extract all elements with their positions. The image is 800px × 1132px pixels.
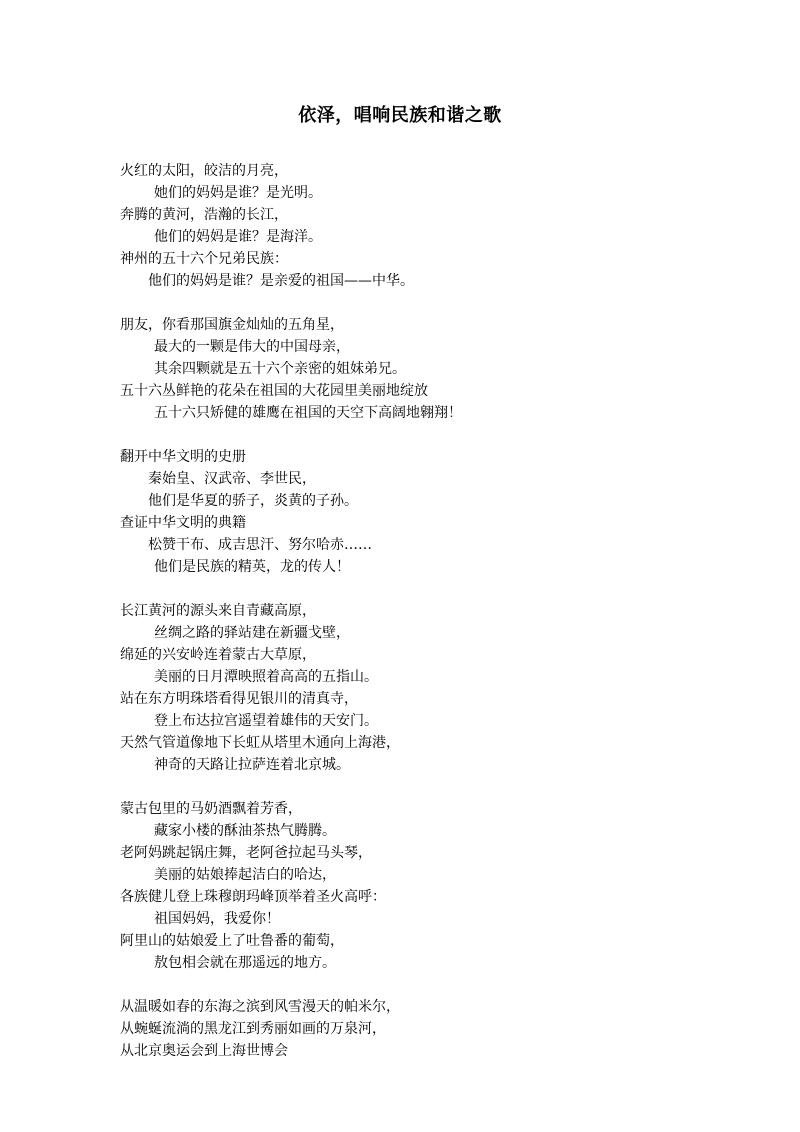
poem-line: 美丽的姑娘捧起洁白的哈达， bbox=[154, 867, 336, 883]
poem-line: 长江黄河的源头来自青藏高原， bbox=[120, 603, 316, 619]
poem-line: 翻开中华文明的史册 bbox=[120, 449, 246, 465]
poem-line: 蒙古包里的马奶酒飘着芳香， bbox=[120, 801, 302, 817]
poem-line: 丝绸之路的驿站建在新疆戈壁， bbox=[154, 625, 350, 641]
stanza-4 bbox=[120, 600, 720, 776]
poem-line: 五十六丛鲜艳的花朵在祖国的大花园里美丽地绽放 bbox=[120, 383, 428, 399]
poem-line: 美丽的日月潭映照着高高的五指山。 bbox=[154, 669, 378, 685]
poem-line: 老阿妈跳起锅庄舞，老阿爸拉起马头琴， bbox=[120, 845, 372, 861]
stanza-2 bbox=[120, 314, 720, 424]
poem-line: 敖包相会就在那遥远的地方。 bbox=[154, 955, 336, 971]
poem-line: 各族健儿登上珠穆朗玛峰顶举着圣火高呼： bbox=[120, 889, 386, 905]
page-title: 依泽，唱响民族和谐之歌 bbox=[298, 105, 502, 126]
poem-body bbox=[120, 160, 720, 1084]
poem-line: 登上布达拉宫遥望着雄伟的天安门。 bbox=[154, 713, 378, 729]
poem-line: 神州的五十六个兄弟民族： bbox=[120, 251, 288, 267]
poem-line: 朋友，你看那国旗金灿灿的五角星， bbox=[120, 317, 344, 333]
poem-line: 秦始皇、汉武帝、李世民， bbox=[148, 471, 316, 487]
poem-line: 祖国妈妈，我爱你！ bbox=[154, 911, 280, 927]
poem-line: 他们的妈妈是谁？是亲爱的祖国——中华。 bbox=[148, 273, 414, 289]
poem-line: 绵延的兴安岭连着蒙古大草原， bbox=[120, 647, 316, 663]
poem-line: 他们的妈妈是谁？是海洋。 bbox=[154, 229, 322, 245]
poem-line: 其余四颗就是五十六个亲密的姐妹弟兄。 bbox=[154, 361, 406, 377]
poem-line: 站在东方明珠塔看得见银川的清真寺， bbox=[120, 691, 358, 707]
stanza-1 bbox=[120, 160, 720, 292]
poem-line: 他们是民族的精英，龙的传人！ bbox=[154, 559, 350, 575]
poem-line: 从温暖如春的东海之滨到风雪漫天的帕米尔， bbox=[120, 999, 400, 1015]
poem-line: 奔腾的黄河，浩瀚的长江， bbox=[120, 207, 288, 223]
poem-line: 最大的一颗是伟大的中国母亲， bbox=[154, 339, 350, 355]
poem-line: 从蜿蜒流淌的黑龙江到秀丽如画的万泉河， bbox=[120, 1021, 386, 1037]
poem-line: 他们是华夏的骄子，炎黄的子孙。 bbox=[148, 493, 358, 509]
poem-line: 从北京奥运会到上海世博会 bbox=[120, 1043, 288, 1059]
stanza-5 bbox=[120, 798, 720, 974]
poem-line: 阿里山的姑娘爱上了吐鲁番的葡萄， bbox=[120, 933, 344, 949]
poem-line: 藏家小楼的酥油茶热气腾腾。 bbox=[154, 823, 336, 839]
poem-line: 神奇的天路让拉萨连着北京城。 bbox=[154, 757, 350, 773]
poem-line: 松赞干布、成吉思汗、努尔哈赤…… bbox=[148, 537, 372, 553]
stanza-6 bbox=[120, 996, 720, 1062]
poem-line: 天然气管道像地下长虹从塔里木通向上海港， bbox=[120, 735, 400, 751]
poem-line: 火红的太阳，皎洁的月亮， bbox=[120, 163, 288, 179]
poem-line: 查证中华文明的典籍 bbox=[120, 515, 246, 531]
stanza-3 bbox=[120, 446, 720, 578]
poem-line: 她们的妈妈是谁？是光明。 bbox=[154, 185, 322, 201]
poem-line: 五十六只矫健的雄鹰在祖国的天空下高阔地翱翔！ bbox=[154, 405, 462, 421]
